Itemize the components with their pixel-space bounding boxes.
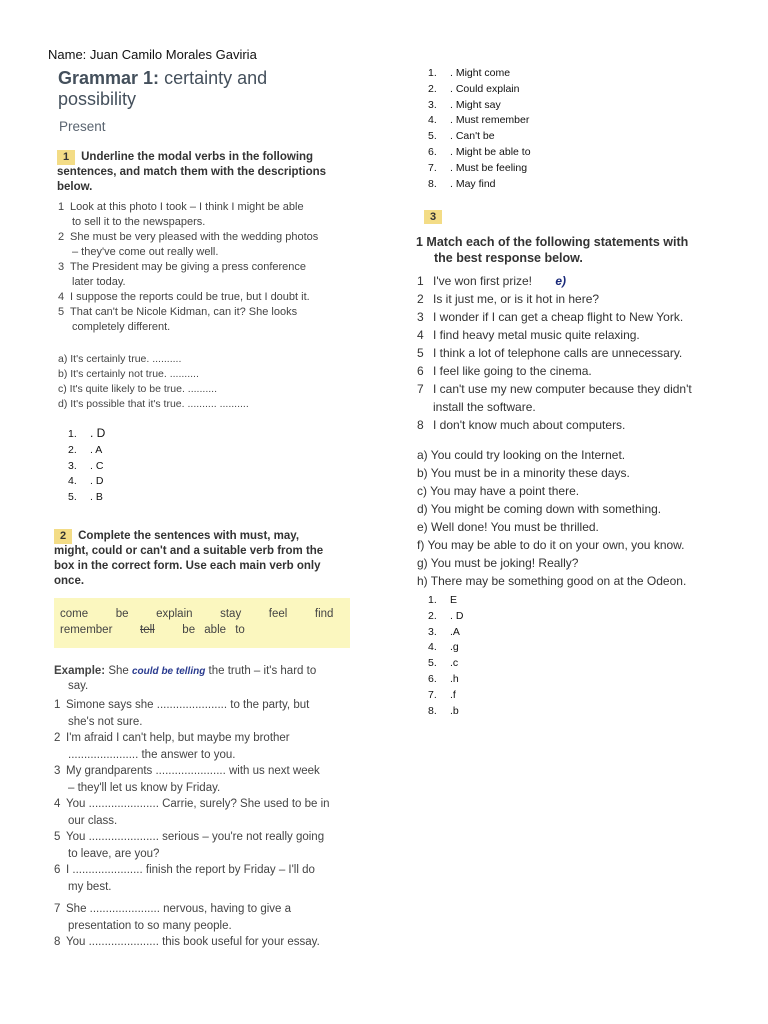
verb-box — [54, 598, 350, 648]
ex3-response: c) You may have a point there. — [417, 484, 580, 498]
ex3-answer — [428, 625, 463, 641]
ex3-statements — [417, 272, 737, 434]
ex2-answer — [428, 82, 531, 98]
ex2-answer-num: 2. — [428, 82, 437, 95]
ex3-answer — [428, 656, 463, 672]
ex2-answer-value: . Can't be — [450, 130, 495, 143]
ex1-instr-line: sentences, and match them with the descriptions — [57, 166, 327, 178]
ex1-sentence — [58, 230, 358, 260]
ex1-descriptions — [58, 352, 358, 412]
ex2-answer — [428, 98, 531, 114]
ex2-item — [54, 901, 354, 934]
ex2-item — [54, 829, 354, 862]
ex3-response: d) You might be coming down with something. — [417, 502, 662, 516]
ex1-description: b) It's certainly not true. .......... — [58, 368, 199, 380]
ex3-answer-value: .h — [450, 672, 459, 685]
ex1-instr-line: below. — [57, 181, 93, 193]
ex1-description: c) It's quite likely to be true. .......... — [58, 383, 217, 395]
ex3-answer-num: 2. — [428, 609, 437, 622]
ex2-item-num: 7 — [54, 903, 61, 915]
ex1-sentence-num: 2 — [58, 231, 65, 243]
ex1-answer-num: 1. — [68, 428, 77, 440]
ex1-answer-num: 4. — [68, 475, 77, 488]
ex3-statement-line: I've won first prize! — [433, 274, 532, 288]
ex3-statement-line: I find heavy metal music quite relaxing. — [433, 328, 640, 342]
ex2-instruction — [54, 529, 354, 589]
ex2-item-num: 4 — [54, 798, 61, 810]
ex2-answer-value: . Must remember — [450, 114, 530, 127]
ex1-answer — [68, 474, 105, 490]
ex2-item-num: 1 — [54, 699, 61, 711]
ex3-instruction — [416, 234, 726, 266]
ex1-answer-value: . A — [90, 443, 103, 456]
ex2-item-num: 5 — [54, 831, 61, 843]
ex3-answer — [428, 704, 463, 720]
ex1-sentence — [58, 260, 358, 290]
ex2-answer — [428, 145, 531, 161]
ex2-item-line: You ...................... this book useful for your essay. — [66, 936, 320, 948]
ex3-statement — [417, 308, 737, 326]
ex2-item — [54, 862, 354, 895]
ex3-instr-line: 1 Match each of the following statements with — [416, 235, 689, 249]
ex3-answer-value: E — [450, 594, 458, 606]
ex2-item — [54, 796, 354, 829]
ex1-sentence-line: to sell it to the newspapers. — [72, 216, 206, 228]
ex2-item-line: I ...................... finish the report by Friday – I'll do — [66, 864, 315, 876]
example-label: Example: — [54, 665, 106, 677]
ex3-statement — [417, 416, 737, 434]
ex2-item-line: she's not sure. — [68, 715, 143, 728]
ex2-item-num: 2 — [54, 732, 61, 744]
ex1-sentence-line: I suppose the reports could be true, but I doubt it. — [70, 291, 310, 303]
ex1-sentence-line: – they've come out really well. — [72, 246, 219, 258]
verb-box-word: remember — [60, 624, 113, 636]
student-name: Name: Juan Camilo Morales Gaviria — [48, 47, 257, 62]
ex1-sentences — [58, 200, 358, 335]
ex1-answer-value: . D — [90, 426, 106, 440]
ex1-sentence-num: 4 — [58, 291, 65, 303]
ex1-sentence-num: 1 — [58, 201, 65, 213]
handwritten-answer-mark: e) — [555, 274, 567, 288]
ex3-answers — [428, 593, 463, 719]
ex2-item-line: presentation to so many people. — [68, 919, 232, 932]
verb-box-line: come be explain stay feel find — [60, 608, 334, 620]
ex2-answer-value: . Could explain — [450, 82, 520, 95]
ex2-answer-value: . Might come — [450, 67, 511, 79]
ex1-answers — [68, 426, 105, 506]
ex3-statement — [417, 380, 737, 416]
ex1-instruction — [57, 150, 357, 195]
ex1-sentence-line: Look at this photo I took – I think I might be able — [70, 201, 304, 213]
ex3-statement — [417, 272, 737, 290]
ex2-answer-num: 5. — [428, 130, 437, 143]
ex1-sentence — [58, 305, 358, 335]
ex3-answer-value: .g — [450, 641, 459, 654]
ex2-item-line: – they'll let us know by Friday. — [68, 781, 221, 794]
ex2-item-num: 3 — [54, 765, 61, 777]
ex1-answer-num: 2. — [68, 443, 77, 456]
ex2-example — [54, 664, 354, 694]
ex3-answer-num: 1. — [428, 594, 437, 606]
ex2-item-line: You ...................... serious – you're not really going — [66, 831, 325, 843]
ex3-statement-num: 3 — [417, 310, 424, 324]
ex3-statement-num: 2 — [417, 292, 424, 306]
ex1-sentence-num: 3 — [58, 261, 65, 273]
ex1-answer — [68, 490, 105, 506]
example-text: She — [105, 665, 132, 677]
ex2-answer-value: . Might say — [450, 98, 501, 111]
ex3-statement-num: 1 — [417, 274, 424, 288]
verb-box-line — [60, 622, 350, 638]
ex3-statement-line: I don't know much about computers. — [433, 418, 626, 432]
ex3-number: 3 — [424, 210, 442, 224]
title-line2: possibility — [58, 89, 137, 109]
ex3-statement — [417, 362, 737, 380]
ex2-item-num: 8 — [54, 936, 61, 948]
ex2-item-line: My grandparents ...................... with us next week — [66, 765, 320, 777]
ex2-item-line: You ...................... Carrie, surely? She used to be in — [66, 798, 330, 810]
ex1-sentence-num: 5 — [58, 306, 65, 318]
ex1-sentence — [58, 200, 358, 230]
ex3-statement-line: I wonder if I can get a cheap flight to New York. — [433, 310, 684, 324]
ex3-answer — [428, 672, 463, 688]
verb-box-word: be able to — [182, 624, 245, 636]
ex3-response: h) There may be something good on at the Odeon. — [417, 574, 687, 588]
ex1-answer-value: . B — [90, 491, 103, 504]
ex2-answer-value: . Must be feeling — [450, 161, 528, 174]
ex1-sentence-line: The President may be giving a press conference — [70, 261, 307, 273]
ex2-answer — [428, 66, 531, 82]
ex1-number: 1 — [57, 150, 75, 165]
ex3-statement-num: 4 — [417, 328, 424, 342]
ex2-answer — [428, 161, 531, 177]
ex3-responses — [417, 446, 737, 590]
ex2-instr-line: box in the correct form. Use each main verb only — [54, 560, 321, 572]
verb-box-word-struck: tell — [140, 624, 155, 636]
ex3-answer — [428, 593, 463, 609]
ex2-answer-num: 8. — [428, 177, 437, 190]
ex3-response: e) Well done! You must be thrilled. — [417, 520, 599, 534]
ex2-items — [54, 697, 354, 951]
ex3-answer-value: .c — [450, 657, 459, 670]
ex2-instr-line: Complete the sentences with must, may, — [78, 530, 300, 542]
ex2-item — [54, 697, 354, 730]
ex2-answer — [428, 129, 531, 145]
ex1-description: d) It's possible that it's true. .......... .......... — [58, 398, 249, 410]
ex3-answer-num: 6. — [428, 672, 437, 685]
ex2-instr-line: might, could or can't and a suitable verb from the — [54, 545, 324, 557]
ex2-answer-num: 4. — [428, 114, 437, 127]
ex3-statement — [417, 344, 737, 362]
ex3-answer-num: 5. — [428, 657, 437, 670]
ex2-item-line: my best. — [68, 880, 112, 893]
ex2-answer-value: . Might be able to — [450, 145, 531, 158]
ex3-answer-num: 7. — [428, 688, 437, 701]
ex2-answer — [428, 113, 531, 129]
ex3-statement — [417, 326, 737, 344]
ex1-answer — [68, 426, 105, 443]
ex1-answer-value: . C — [90, 459, 104, 472]
ex2-answer-num: 6. — [428, 145, 437, 158]
ex3-statement-line: Is it just me, or is it hot in here? — [433, 292, 600, 306]
ex3-statement-num: 7 — [417, 382, 424, 396]
ex3-answer-value: . D — [450, 609, 464, 622]
ex3-response: g) You must be joking! Really? — [417, 556, 579, 570]
ex2-item — [54, 934, 354, 951]
ex2-answers — [428, 66, 531, 192]
ex3-statement-line: I can't use my new computer because they didn't — [433, 382, 692, 396]
ex3-statement-num: 5 — [417, 346, 424, 360]
verb-box-words — [54, 598, 350, 638]
ex3-statement-line: install the software. — [433, 400, 536, 414]
page-title — [58, 68, 267, 110]
ex2-item-line: I'm afraid I can't help, but maybe my brother — [66, 732, 290, 744]
ex3-answer-num: 8. — [428, 704, 437, 717]
ex2-item-line: Simone says she ...................... to the party, but — [66, 699, 310, 711]
ex2-answer-num: 1. — [428, 67, 437, 79]
ex1-answer-value: . D — [90, 475, 104, 488]
ex3-instr-line: the best response below. — [434, 251, 583, 265]
ex2-item-num: 6 — [54, 864, 61, 876]
ex3-answer — [428, 640, 463, 656]
ex1-answer — [68, 459, 105, 475]
ex1-description: a) It's certainly true. .......... — [58, 353, 182, 365]
ex3-statement — [417, 290, 737, 308]
ex3-answer-value: .A — [450, 625, 460, 638]
example-handwritten: could be telling — [132, 666, 206, 677]
ex3-response: a) You could try looking on the Internet. — [417, 448, 626, 462]
ex1-sentence-line: She must be very pleased with the wedding photos — [70, 231, 319, 243]
ex3-response: f) You may be able to do it on your own, you know. — [417, 538, 685, 552]
ex3-answer-num: 3. — [428, 625, 437, 638]
example-text: the truth – it's hard to — [205, 665, 317, 677]
ex2-item — [54, 763, 354, 796]
ex2-answer-num: 7. — [428, 161, 437, 174]
ex2-item-line: ...................... the answer to you. — [68, 748, 236, 761]
ex2-instr-line: once. — [54, 575, 85, 587]
ex3-statement-num: 6 — [417, 364, 424, 378]
ex2-number: 2 — [54, 529, 72, 544]
ex2-answer — [428, 177, 531, 193]
subheading: Present — [59, 119, 106, 134]
ex2-item-line: our class. — [68, 814, 118, 827]
ex3-response: b) You must be in a minority these days. — [417, 466, 630, 480]
title-bold: Grammar 1: — [58, 68, 160, 88]
ex1-answer — [68, 443, 105, 459]
ex3-statement-line: I think a lot of telephone calls are unnecessary. — [433, 346, 683, 360]
ex1-sentence-line: completely different. — [72, 321, 171, 333]
ex2-answer-value: . May find — [450, 177, 496, 190]
ex2-item-line: She ...................... nervous, having to give a — [66, 903, 292, 915]
ex2-answer-num: 3. — [428, 98, 437, 111]
ex3-answer — [428, 688, 463, 704]
ex2-item — [54, 730, 354, 763]
ex1-sentence — [58, 290, 358, 305]
ex3-statement-line: I feel like going to the cinema. — [433, 364, 592, 378]
ex3-answer — [428, 609, 463, 625]
ex1-instr-line: Underline the modal verbs in the following — [81, 151, 314, 163]
ex1-answer-num: 5. — [68, 491, 77, 504]
ex3-answer-value: .f — [450, 688, 456, 701]
title-rest: certainty and — [159, 68, 268, 88]
ex3-answer-value: .b — [450, 704, 459, 717]
ex1-sentence-line: later today. — [72, 276, 126, 288]
ex3-statement-num: 8 — [417, 418, 424, 432]
ex1-sentence-line: That can't be Nicole Kidman, can it? She looks — [70, 306, 298, 318]
ex1-answer-num: 3. — [68, 459, 77, 472]
ex2-item-line: to leave, are you? — [68, 847, 160, 860]
ex3-answer-num: 4. — [428, 641, 437, 654]
example-text: say. — [68, 680, 89, 692]
